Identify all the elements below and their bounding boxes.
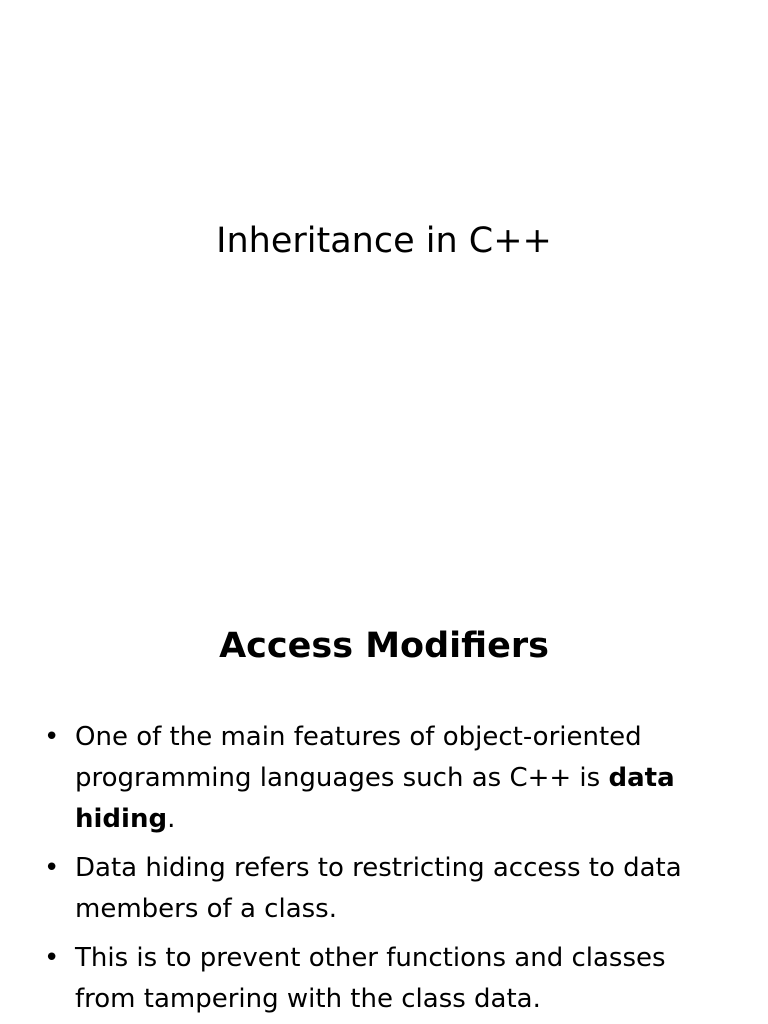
bullet-dot-icon: • (44, 853, 60, 883)
bullet-item (0, 848, 768, 930)
bullet-item (0, 938, 768, 1020)
bullet-list (0, 717, 768, 1024)
bullet-dot-icon: • (44, 722, 60, 752)
bullet-item (0, 717, 768, 840)
bullet-text: One of the main features of object-oriented programming languages such as C++ is (75, 722, 642, 793)
bullet-text: Data hiding refers to restricting access to data members of a class. (75, 853, 682, 924)
bullet-bold-text: data hiding (75, 763, 675, 834)
bullet-dot-icon: • (44, 943, 60, 973)
bullet-text: This is to prevent other functions and classes from tampering with the class data. (75, 943, 666, 1014)
slide-2 (0, 576, 768, 1024)
slide-title: Inheritance in C++ (216, 221, 552, 261)
slide-title: Access Modifiers (219, 626, 549, 666)
bullet-text: . (167, 804, 176, 834)
